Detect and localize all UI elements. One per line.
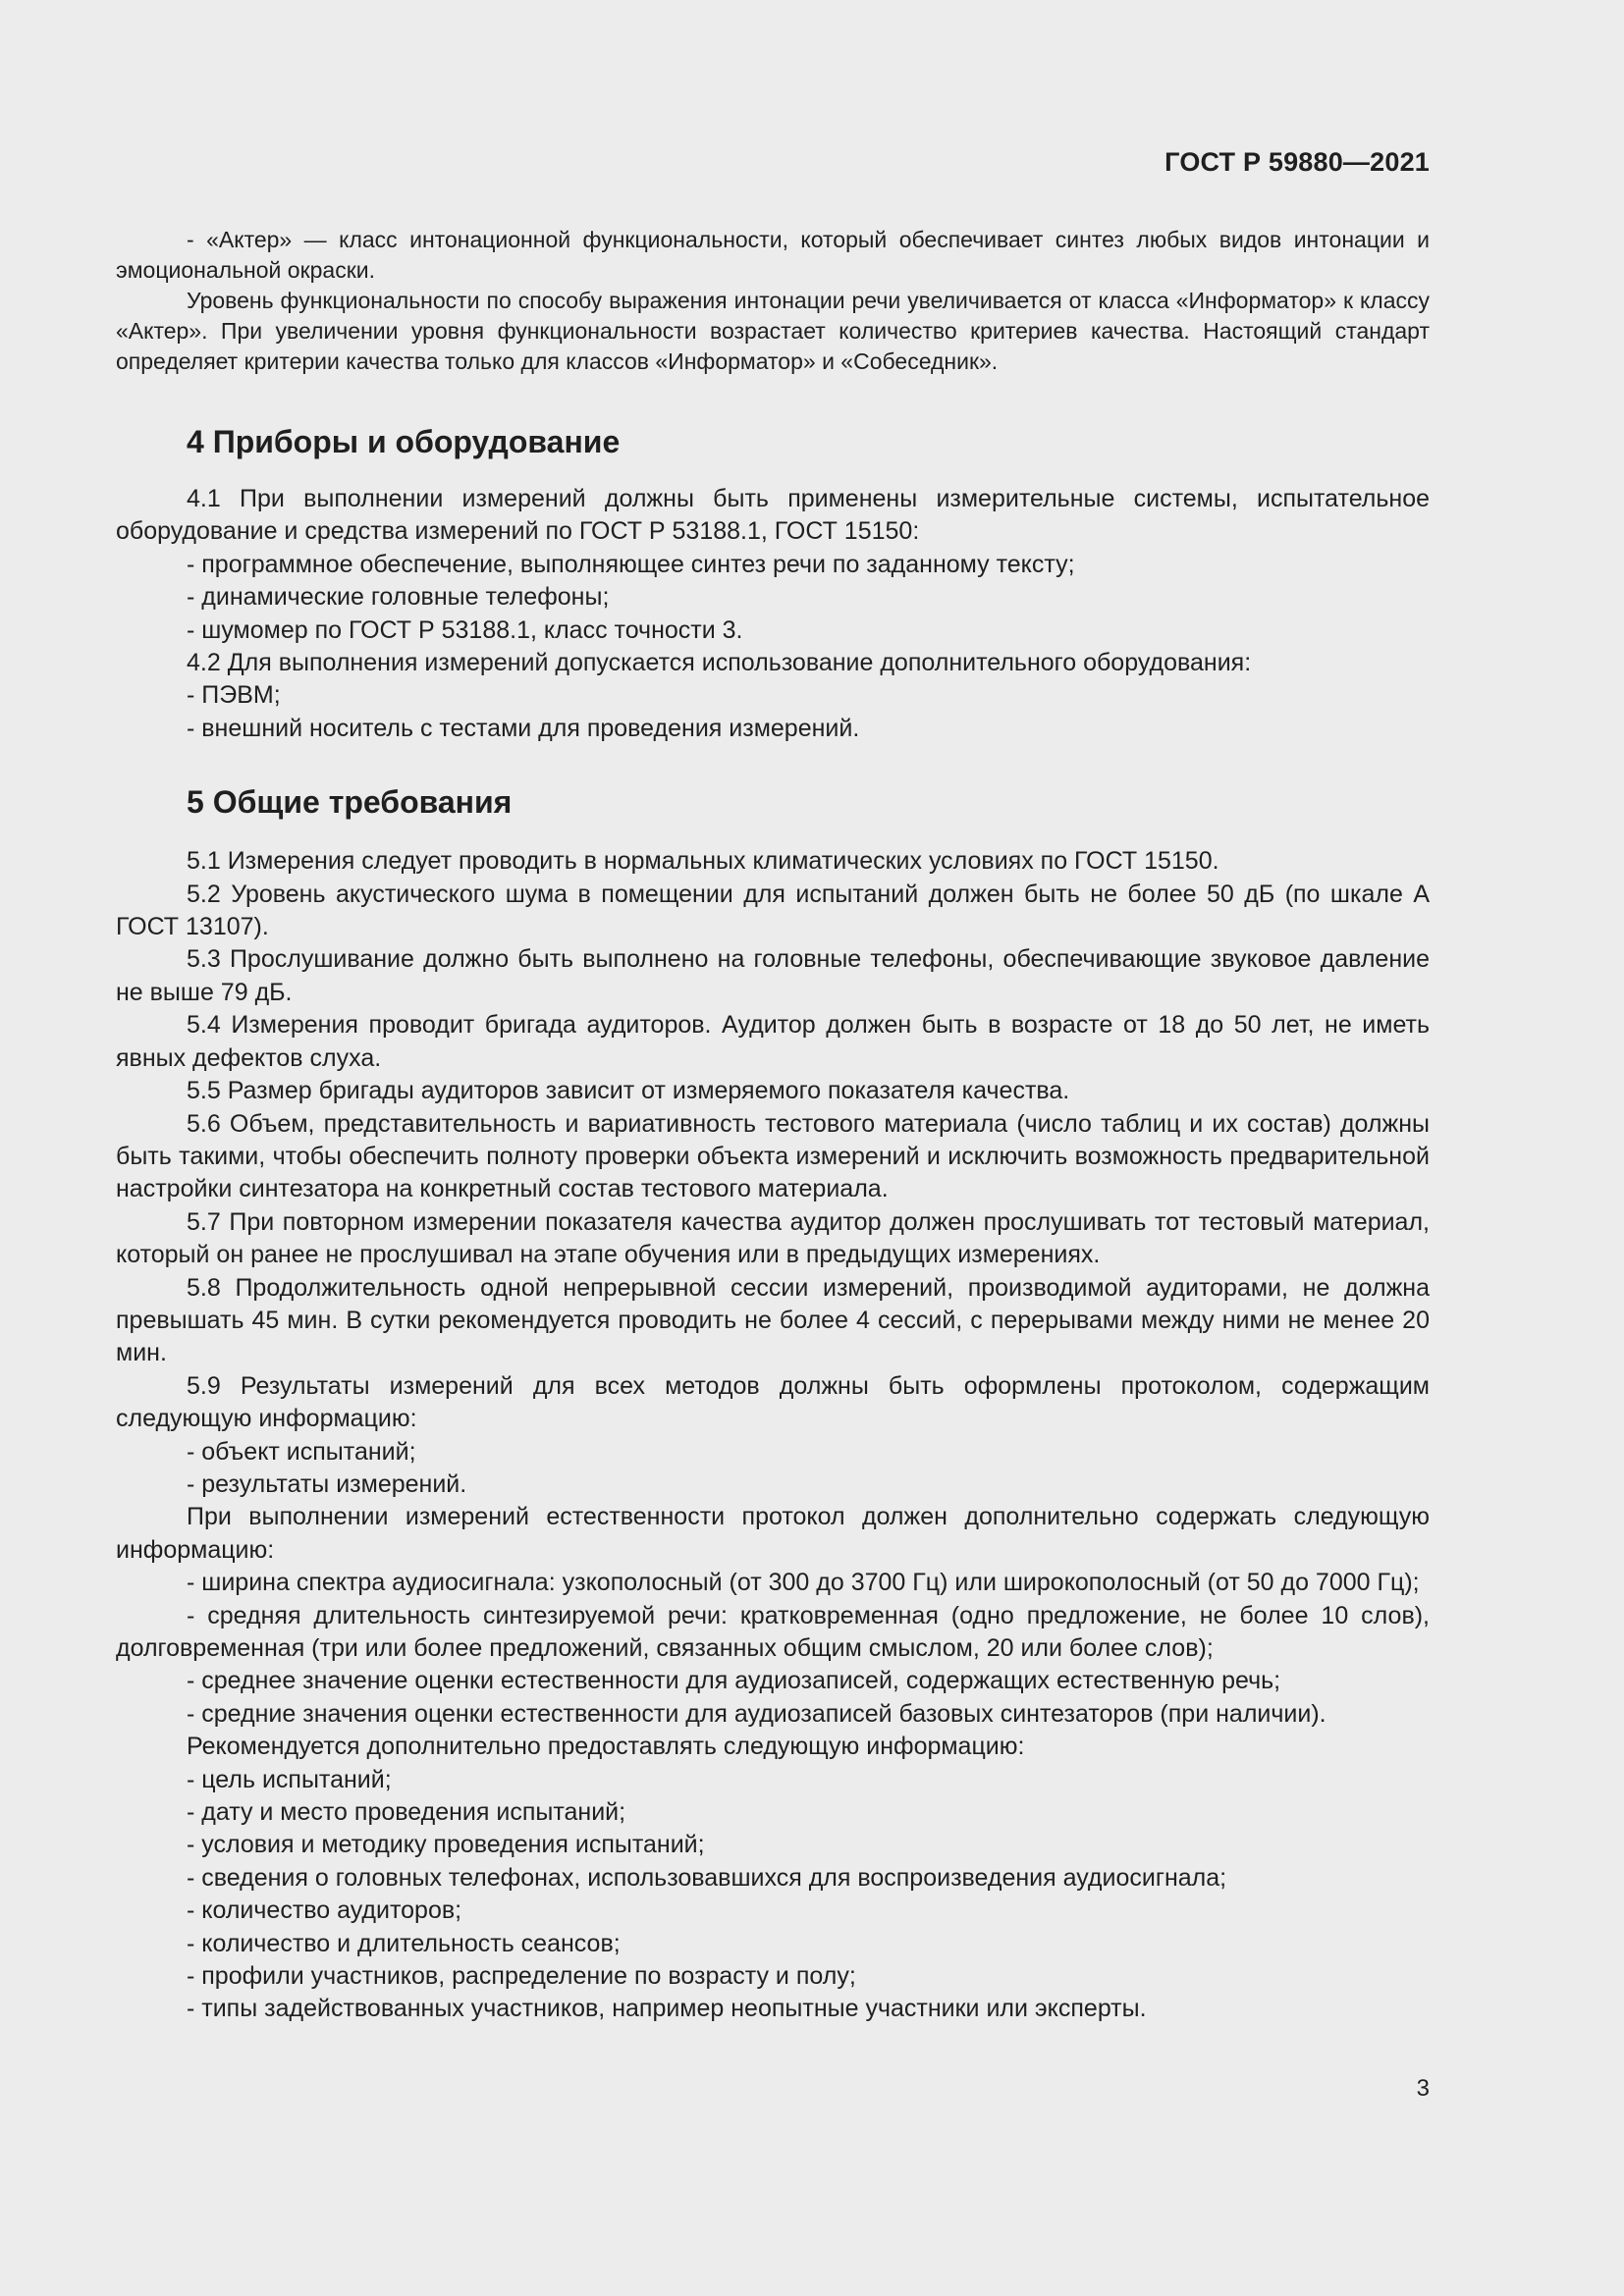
paragraph-4-1: 4.1 При выполнении измерений должны быть применены измерительные системы, испытательное оборудование и средства измерений по ГОСТ Р 53188.1, ГОСТ 15150: bbox=[116, 485, 1430, 546]
intro-paragraph: - «Актер» — класс интонационной функциональности, который обеспечивает синтез любых видов интонации и эмоциональной окраски. bbox=[116, 227, 1430, 283]
paragraph-5-2: 5.2 Уровень акустического шума в помещении для испытаний должен быть не более 50 дБ (по шкале А ГОСТ 13107). bbox=[116, 880, 1430, 941]
list-item: - шумомер по ГОСТ Р 53188.1, класс точности 3. bbox=[187, 615, 743, 644]
section-5-body bbox=[116, 845, 1430, 2026]
paragraph: При выполнении измерений естественности протокол должен дополнительно содержать следующую информацию: bbox=[116, 1503, 1430, 1564]
paragraph-5-3: 5.3 Прослушивание должно быть выполнено на головные телефоны, обеспечивающие звуковое давление не выше 79 дБ. bbox=[116, 945, 1430, 1006]
list-item: - сведения о головных телефонах, использовавшихся для воспроизведения аудиосигнала; bbox=[187, 1863, 1227, 1892]
list-item: - динамические головные телефоны; bbox=[187, 583, 610, 612]
list-item: - количество аудиторов; bbox=[187, 1896, 462, 1925]
list-item: - дату и место проведения испытаний; bbox=[187, 1798, 626, 1827]
section-4-body bbox=[116, 483, 1430, 745]
list-item: - объект испытаний; bbox=[187, 1437, 416, 1466]
list-item-wrapped: - средняя длительность синтезируемой речи: кратковременная (одно предложение, не более 10 слов), долговременная (три или более предложений, связанных общим смыслом, 20 или более слов); bbox=[116, 1601, 1430, 1662]
list-item: - программное обеспечение, выполняющее синтез речи по заданному тексту; bbox=[187, 550, 1075, 578]
page-number: 3 bbox=[1416, 2075, 1430, 2102]
paragraph-5-9: 5.9 Результаты измерений для всех методов должны быть оформлены протоколом, содержащим следующую информацию: bbox=[116, 1371, 1430, 1433]
list-item: - количество и длительность сеансов; bbox=[187, 1929, 621, 1957]
paragraph-5-4: 5.4 Измерения проводит бригада аудиторов. Аудитор должен быть в возрасте от 18 до 50 лет, не иметь явных дефектов слуха. bbox=[116, 1011, 1430, 1072]
paragraph-5-8: 5.8 Продолжительность одной непрерывной сессии измерений, производимой аудиторами, не должна превышать 45 мин. В сутки рекомендуется проводить не более 4 сессий, с перерывами между ними не менее 20 мин. bbox=[116, 1273, 1430, 1367]
paragraph-5-1: 5.1 Измерения следует проводить в нормальных климатических условиях по ГОСТ 15150. bbox=[187, 847, 1219, 876]
list-item: - цель испытаний; bbox=[187, 1765, 392, 1793]
list-item: - условия и методику проведения испытаний; bbox=[187, 1831, 705, 1859]
list-item: - профили участников, распределение по возрасту и полу; bbox=[187, 1962, 856, 1991]
list-item: - среднее значение оценки естественности для аудиозаписей, содержащих естественную речь; bbox=[187, 1667, 1281, 1695]
paragraph-4-2: 4.2 Для выполнения измерений допускается использование дополнительного оборудования: bbox=[187, 649, 1252, 677]
list-item: - средние значения оценки естественности для аудиозаписей базовых синтезаторов (при наличии). bbox=[187, 1699, 1326, 1728]
paragraph: Рекомендуется дополнительно предоставлять следующую информацию: bbox=[187, 1733, 1025, 1761]
intro-paragraph: Уровень функциональности по способу выражения интонации речи увеличивается от класса «Информатор» к классу «Актер». При увеличении уровня функциональности возрастает количество критериев качества. Настоящий стандарт определяет критерии качества только для классов «Информатор» и «Собеседник». bbox=[116, 288, 1430, 374]
list-item: - типы задействованных участников, например неопытные участники или эксперты. bbox=[187, 1995, 1147, 2023]
list-item: - результаты измерений. bbox=[187, 1469, 467, 1498]
section-4-heading: 4 Приборы и оборудование bbox=[187, 424, 621, 459]
page-content bbox=[116, 225, 1430, 2026]
paragraph-5-5: 5.5 Размер бригады аудиторов зависит от измеряемого показателя качества. bbox=[187, 1077, 1070, 1105]
paragraph-5-7: 5.7 При повторном измерении показателя качества аудитор должен прослушивать тот тестовый материал, который он ранее не прослушивал на этапе обучения или в предыдущих измерениях. bbox=[116, 1207, 1430, 1269]
section-5-heading: 5 Общие требования bbox=[187, 784, 513, 821]
list-item-wrapped: - ширина спектра аудиосигнала: узкополосный (от 300 до 3700 Гц) или широкополосный (от 50 до 7000 Гц); bbox=[187, 1569, 1420, 1597]
document-id-header: ГОСТ Р 59880—2021 bbox=[1164, 147, 1430, 177]
paragraph-5-6: 5.6 Объем, представительность и вариативность тестового материала (число таблиц и их состав) должны быть такими, чтобы обеспечить полноту проверки объекта измерений и исключить возможность предварительной настройки синтезатора на конкретный состав тестового материала. bbox=[116, 1109, 1430, 1203]
list-item: - ПЭВМ; bbox=[187, 681, 281, 710]
intro-section bbox=[116, 225, 1430, 377]
list-item: - внешний носитель с тестами для проведения измерений. bbox=[187, 714, 860, 742]
